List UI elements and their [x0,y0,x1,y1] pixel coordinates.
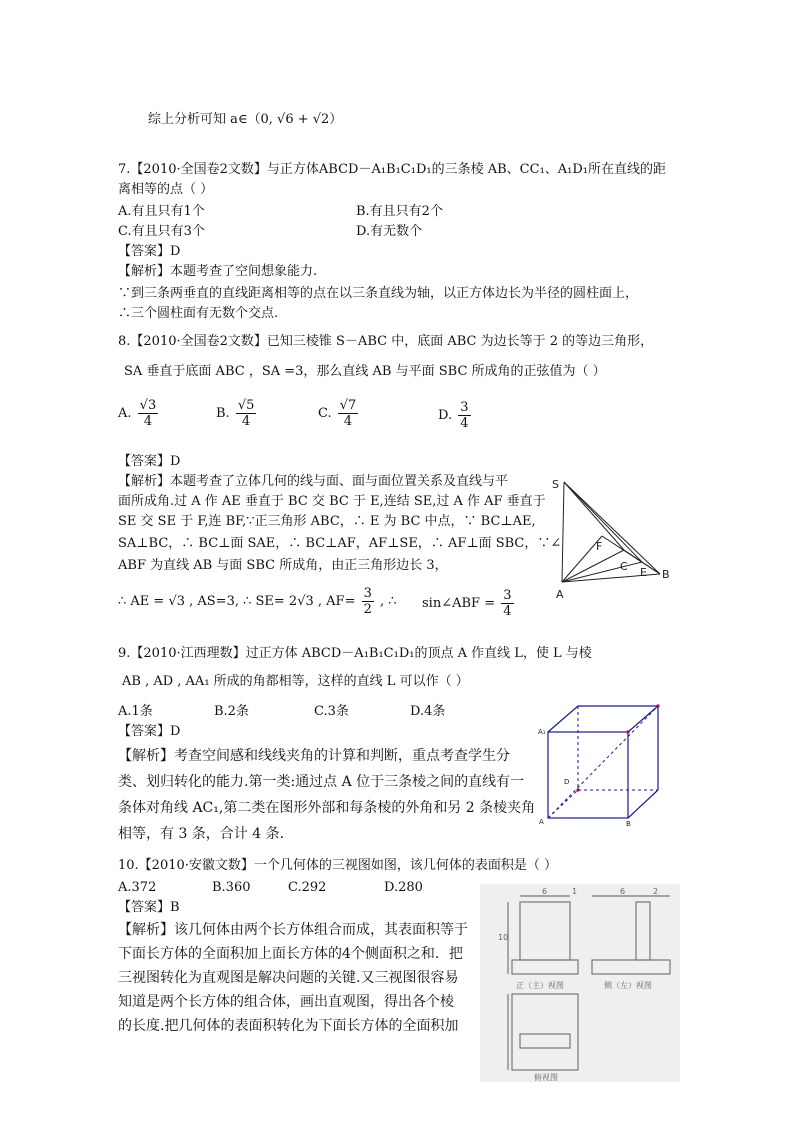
q8-pyramid-figure [540,474,680,604]
q10-option-b: B.360 [212,880,251,895]
q10-answer: 【答案】B [118,900,180,915]
intro-conclusion: 综上分析可知 a∈（0, √6 + √2） [148,112,343,127]
q8-option-d-fraction [458,400,470,431]
point-c1 [656,704,659,707]
q8-calc-af-den: 2 [363,602,372,617]
q9-cube-figure [536,698,666,830]
q7-option-c: C.有且只有3个 [118,224,205,239]
q10-stem: 10.【2010·安徽文数】一个几何体的三视图如图，该几何体的表面积是（ ） [118,858,558,873]
cube-front-face [548,732,628,818]
q8-calc-af-num: 3 [363,586,372,601]
q8-answer: 【答案】D [118,454,181,469]
q8-option-c-num: √7 [339,398,357,413]
q9-explanation-2: 类、划归转化的能力.第一类:通过点 A 位于三条棱之间的直线有一 [118,774,525,790]
q9-option-c: C.3条 [314,704,349,719]
q8-option-b-den: 4 [241,414,251,429]
q8-option-d-den: 4 [460,416,469,431]
q8-option-c-fraction [338,398,359,429]
q10-explanation-2: 下面长方体的全面积加上面长方体的4个侧面积之和．把 [118,946,463,962]
q8-option-c-label: C. [318,406,332,421]
q9-explanation-3: 条体对角线 AC₁,第二类在图形外部和每条棱的外角和另 2 条棱夹角 [118,800,536,816]
q9-option-b: B.2条 [214,704,249,719]
q8-explanation-5: ABF 为直线 AB 与面 SBC 所成角，由正三角形边长 3， [118,558,448,573]
q8-explanation-2: 面所成角.过 A 作 AE 垂直于 BC 交 BC 于 E,连结 SE,过 A 作 AF 垂直于 [118,494,546,509]
q8-option-d [438,400,473,431]
q9-explanation-1: 【解析】考查空间感和线线夹角的计算和判断，重点考查学生分 [118,748,510,764]
q7-option-d: D.有无数个 [356,224,423,239]
dim-label-6-side: 6 [620,887,626,896]
q10-option-d: D.280 [384,880,423,895]
edge-sc [564,482,624,550]
q8-option-b-num: √5 [237,398,255,413]
segment-se [564,482,642,562]
q8-calculation [118,586,397,617]
q8-explanation-4: SA⊥BC，∴ BC⊥面 SAE，∴ BC⊥AF，AF⊥SE，∴ AF⊥面 SBC，∵∠ [118,536,562,551]
label-f: F [596,540,603,553]
q8-sin-label: sin∠ABF = [422,596,496,611]
q10-explanation-3: 三视图转化为直观图是解决问题的关键.又三视图很容易 [118,970,459,986]
q7-explanation-2: ∵到三条两垂直的直线距离相等的点在以三条直线为轴，以正方体边长为半径的圆柱面上， [118,286,639,301]
q8-sin-num: 3 [503,588,512,603]
dim-label-6-front: 6 [542,887,548,896]
label-a: A [539,818,544,826]
side-view-caption: 侧（左）视图 [604,981,652,990]
q8-stem-line2: SA 垂直于底面 ABC ，SA =3，那么直线 AB 与平面 SBC 所成角的正弦值为（ ） [124,364,606,379]
q10-option-c: C.292 [288,880,327,895]
q8-sin-fraction [501,588,513,619]
q9-stem-line1: 9.【2010·江西理数】过正方体 ABCD－A₁B₁C₁D₁的顶点 A 作直线 L，使 L 与棱 [118,646,592,661]
edge-sb [564,482,660,574]
q8-option-a-label: A. [118,406,132,421]
label-e: E [640,566,647,579]
label-s: S [552,478,559,491]
q8-option-a-num: √3 [139,398,157,413]
q7-option-a: A.有且只有1个 [118,204,205,219]
label-b: B [626,820,631,828]
cube-diagonal-ac1 [548,706,658,818]
q8-sin-den: 4 [503,604,512,619]
q8-sin-result [422,588,516,619]
q8-option-a-den: 4 [143,414,153,429]
q10-three-view-figure [480,884,680,1082]
top-view-caption: 俯视图 [534,1073,558,1082]
q9-stem-line2: AB , AD , AA₁ 所成的角都相等，这样的直线 L 可以作（ ） [122,674,469,689]
edge-sa [562,482,564,582]
q9-option-a: A.1条 [118,704,153,719]
q8-option-d-label: D. [438,408,453,423]
q8-explanation-3: SE 交 SE 于 F,连 BF,∵正三角形 ABC，∴ E 为 BC 中点，∵ BC⊥AE, [118,514,536,529]
q8-calc-af-fraction [362,586,374,617]
front-view-caption: 正（主）视图 [516,981,564,990]
q8-option-a [118,398,160,429]
q9-answer: 【答案】D [118,724,181,739]
q8-option-b [216,398,258,429]
q8-explanation-1: 【解析】本题考查了立体几何的线与面、面与面位置关系及直线与平 [118,474,509,489]
dim-label-1: 1 [572,887,578,896]
point-b1 [626,730,629,733]
q10-option-a: A.372 [118,880,157,895]
label-b: B [662,568,670,581]
label-d: D [564,778,570,786]
dim-label-2: 2 [653,887,659,896]
q8-option-b-fraction [236,398,257,429]
point-d [576,788,579,791]
q8-option-c [318,398,360,429]
q8-option-d-num: 3 [460,400,469,415]
q8-option-c-den: 4 [343,414,353,429]
label-c: C [620,560,628,573]
q9-explanation-4: 相等，有 3 条，合计 4 条. [118,826,285,842]
q8-calc-mid: , ∴ [380,594,397,609]
q8-stem-line1: 8.【2010·全国卷2文数】已知三棱锥 S－ABC 中，底面 ABC 为边长等于 2 的等边三角形， [118,334,654,349]
q10-explanation-4: 知道是两个长方体的组合体，画出直观图，得出各个棱 [118,994,454,1010]
q8-calc-prefix: ∴ AE = √3 , AS=3, ∴ SE= 2√3 , AF= [118,594,356,609]
q9-option-d: D.4条 [410,704,446,719]
dim-label-10: 10 [498,933,509,942]
segment-bf [602,536,660,574]
q7-stem-line2: 离相等的点（ ） [118,182,214,197]
cube-edge-bottom-right [628,790,658,818]
q7-explanation-1: 【解析】本题考查了空间想象能力. [118,264,318,279]
q10-explanation-5: 的长度.把几何体的表面积转化为下面长方体的全面积加 [118,1018,459,1034]
q8-option-b-label: B. [216,406,230,421]
cube-edge-top-left [548,706,578,732]
label-a1: A₁ [538,728,546,736]
q10-explanation-1: 【解析】该几何体由两个长方体组合而成，其表面积等于 [118,922,468,938]
q7-explanation-3: ∴三个圆柱面有无数个交点. [118,306,279,321]
q7-stem-line1: 7.【2010·全国卷2文数】与正方体ABCD－A₁B₁C₁D₁的三条棱 AB、CC₁、A₁D₁所在直线的距 [118,162,667,177]
label-a: A [556,588,564,601]
q7-answer: 【答案】D [118,244,181,259]
q7-option-b: B.有且只有2个 [356,204,443,219]
q8-option-a-fraction [138,398,159,429]
